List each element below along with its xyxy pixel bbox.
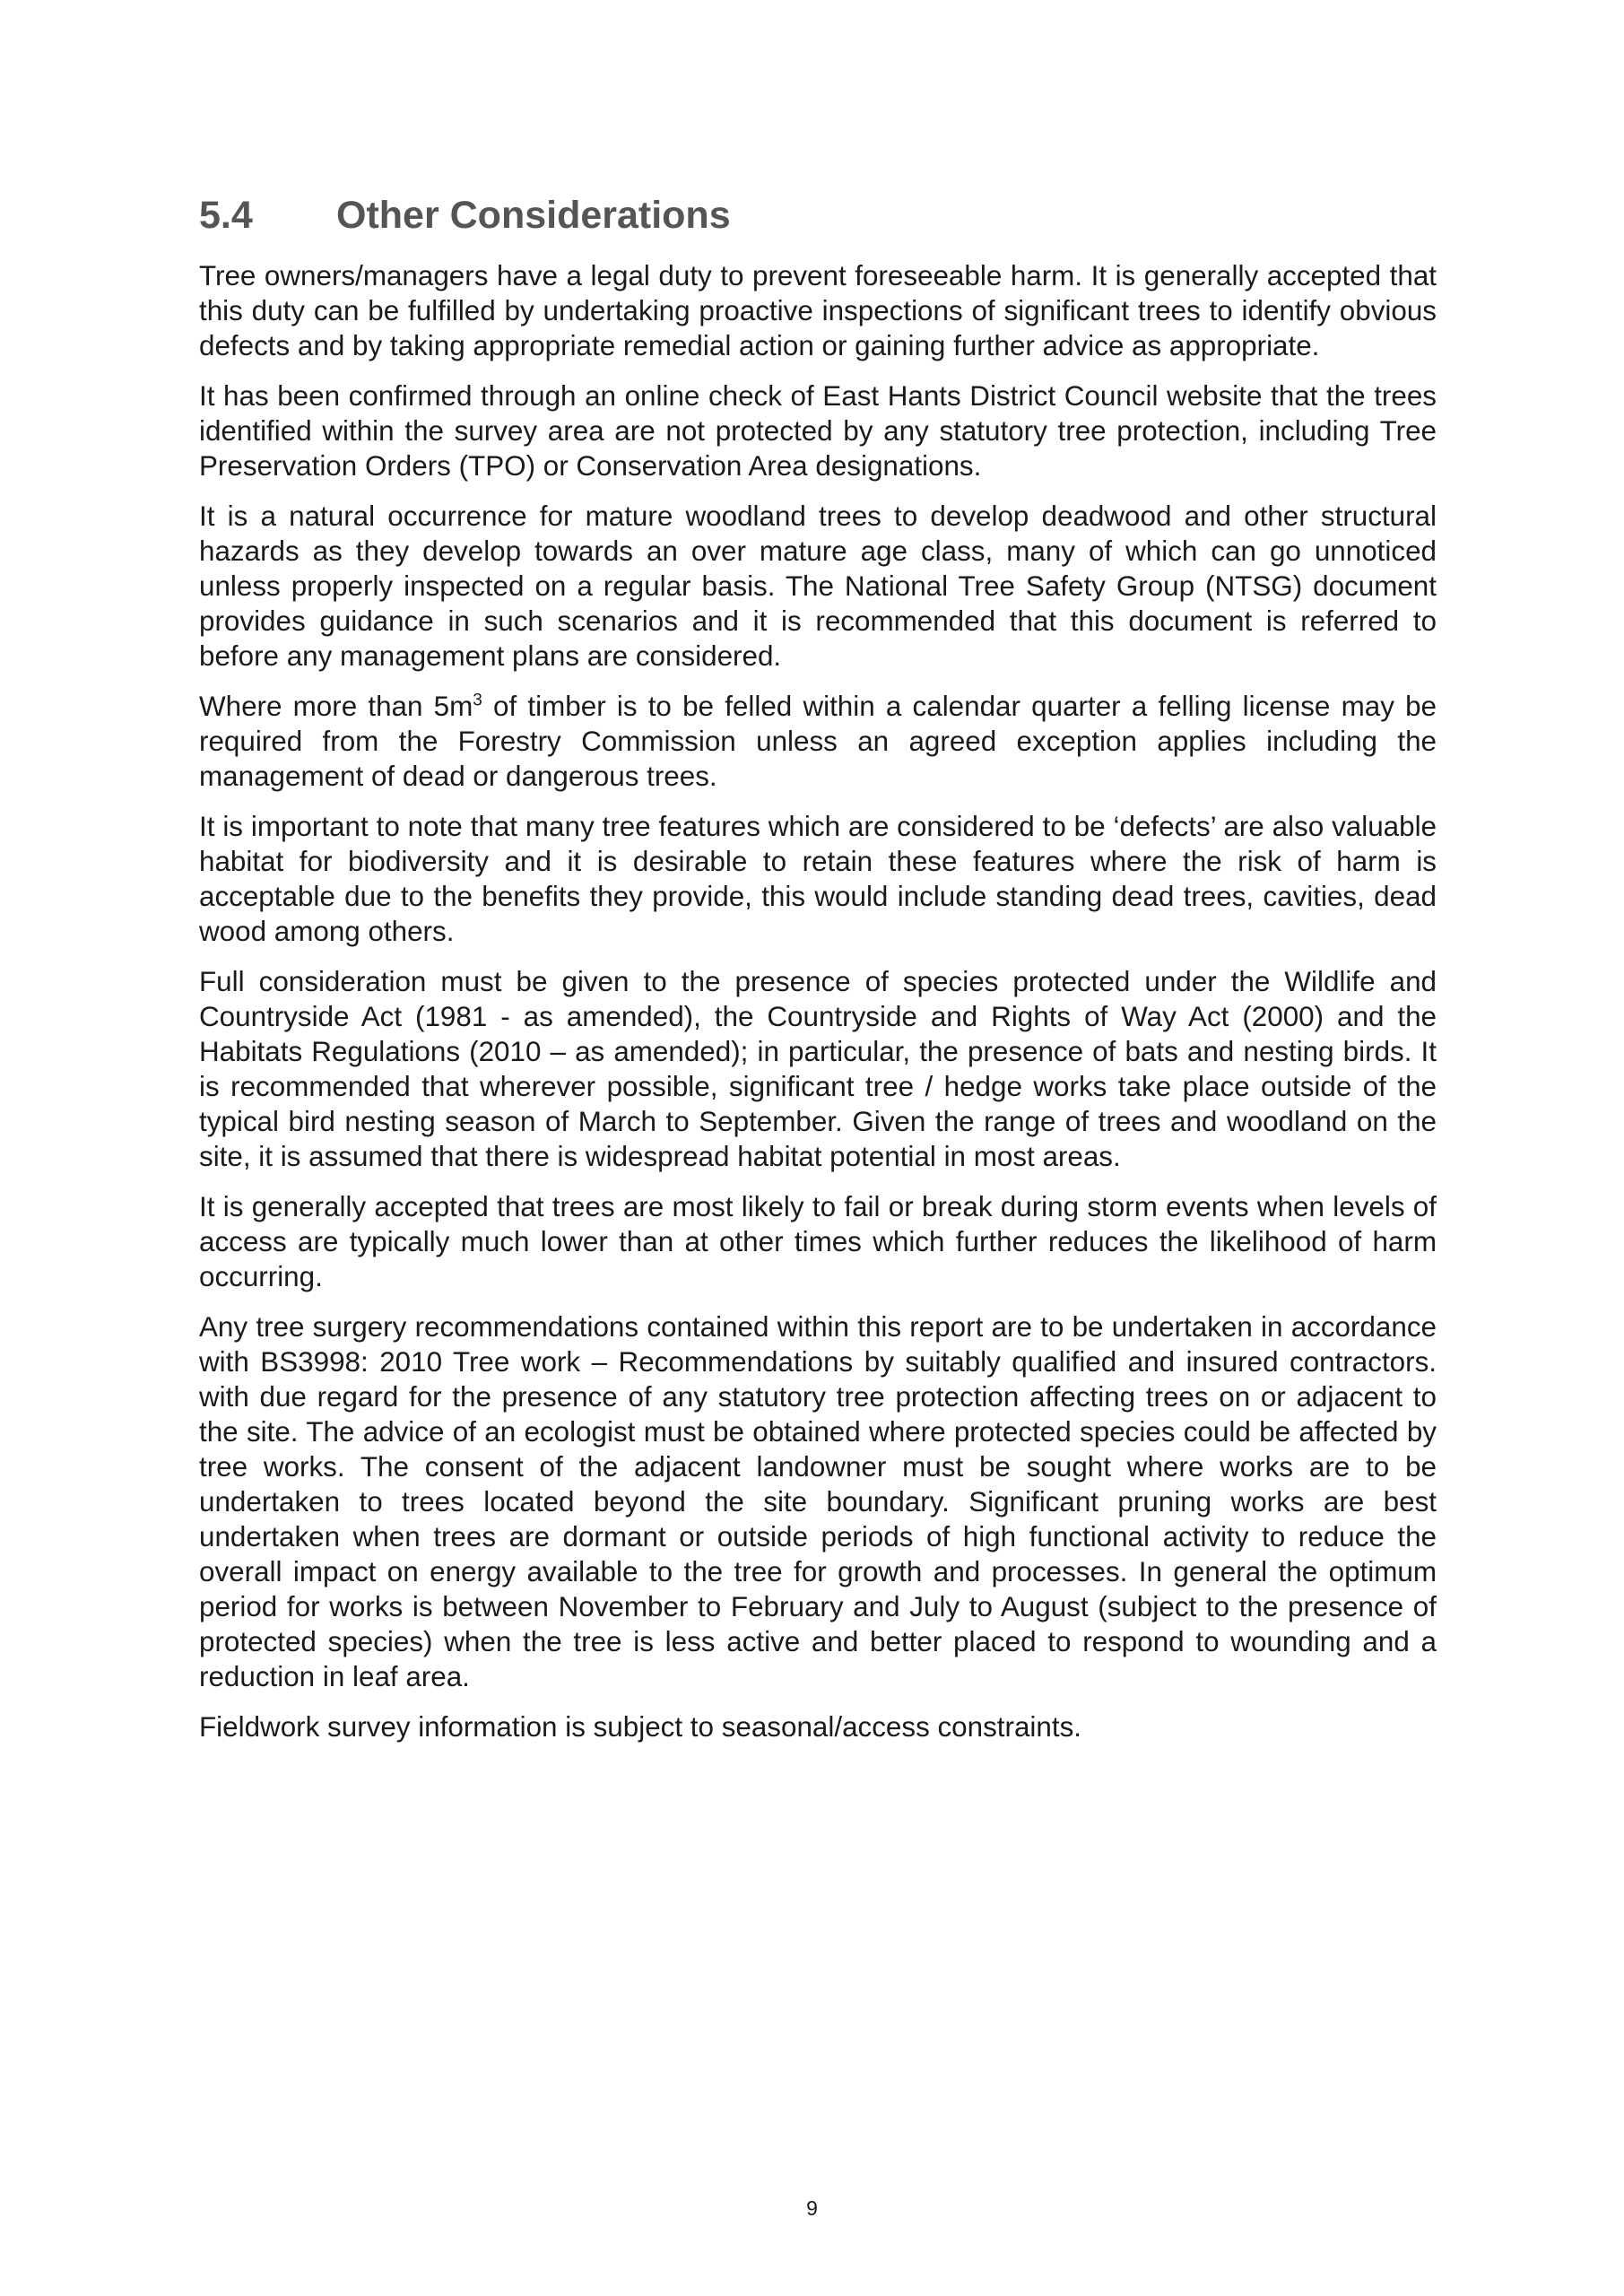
- paragraph-legal-duty: Tree owners/managers have a legal duty to prevent foreseeable harm. It is generally accepted that this duty can be fulfilled by undertaking proactive inspections of significant trees to identify obvious defects and by taking appropriate remedial action or gaining further advice as appropriate.: [199, 260, 1437, 361]
- page-number: 9: [806, 2196, 818, 2220]
- paragraph-tree-surgery: Any tree surgery recommendations contained within this report are to be undertaken in accordance with BS3998: 2010 Tree work – Recommendations by suitably qualified and insured contractors. with due regard for the presence of any statutory tree protection affecting trees on or adjacent to the site. The advice of an ecologist must be obtained where protected species could be affected by tree works. The consent of the adjacent landowner must be sought where works are to be undertaken to trees located beyond the site boundary. Significant pruning works are best undertaken when trees are dormant or outside periods of high functional activity to reduce the overall impact on energy available to the tree for growth and processes. In general the optimum period for works is between November to February and July to August (subject to the presence of protected species) when the tree is less active and better placed to respond to wounding and a reduction in leaf area.: [199, 1311, 1437, 1692]
- felling-text-after: of timber is to be felled within a calendar quarter a felling license may be required from the Forestry Commission unless an agreed exception applies including the management of dead or dangerous trees.: [199, 691, 1437, 792]
- section-number: 5.4: [199, 194, 253, 237]
- paragraph-fieldwork: Fieldwork survey information is subject to seasonal/access constraints.: [199, 1711, 1081, 1743]
- document-page: [199, 190, 1437, 1760]
- paragraph-deadwood: It is a natural occurrence for mature woodland trees to develop deadwood and other structural hazards as they develop towards an over mature age class, many of which can go unnoticed unless properly inspected on a regular basis. The National Tree Safety Group (NTSG) document provides guidance in such scenarios and it is recommended that this document is referred to before any management plans are considered.: [199, 500, 1437, 672]
- paragraph-protected-species: Full consideration must be given to the presence of species protected under the Wildlife and Countryside Act (1981 - as amended), the Countryside and Rights of Way Act (2000) and the Habitats Regulations (2010 – as amended); in particular, the presence of bats and nesting birds. It is recommended that wherever possible, significant tree / hedge works take place outside of the typical bird nesting season of March to September. Given the range of trees and woodland on the site, it is assumed that there is widespread habitat potential in most areas.: [199, 966, 1437, 1172]
- paragraph-habitat-features: It is important to note that many tree features which are considered to be ‘defects’ are also valuable habitat for biodiversity and it is desirable to retain these features where the risk of harm is acceptable due to the benefits they provide, this would include standing dead trees, cavities, dead wood among others.: [199, 811, 1437, 947]
- felling-text-before: Where more than 5m: [199, 691, 473, 722]
- paragraph-tree-protection: It has been confirmed through an online check of East Hants District Council website that the trees identified within the survey area are not protected by any statutory tree protection, including Tree Preservation Orders (TPO) or Conservation Area designations.: [199, 380, 1437, 482]
- section-heading: [199, 190, 1437, 240]
- felling-superscript: 3: [473, 691, 482, 710]
- section-title: Other Considerations: [336, 194, 731, 237]
- paragraph-storm-events: It is generally accepted that trees are most likely to fail or break during storm events when levels of access are typically much lower than at other times which further reduces the likelihood of harm occurring.: [199, 1191, 1437, 1292]
- paragraph-felling-license: [199, 689, 1437, 794]
